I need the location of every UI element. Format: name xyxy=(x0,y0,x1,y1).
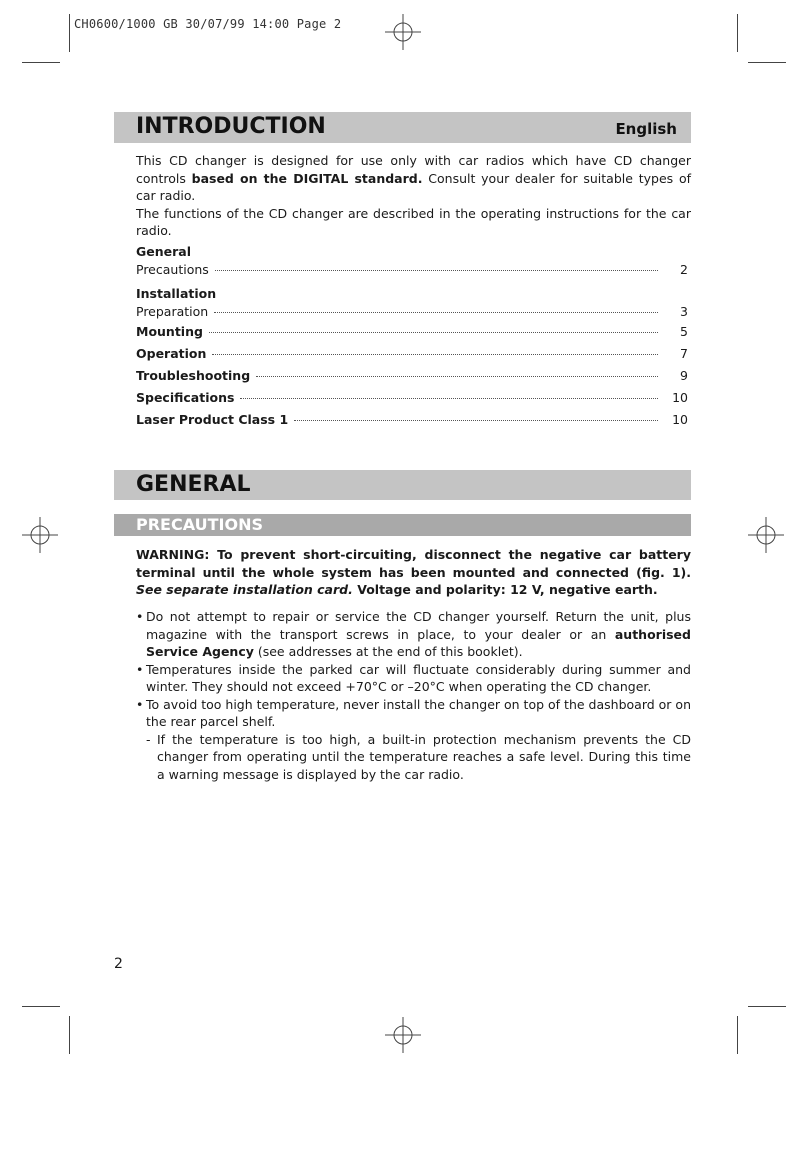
list-item: • Temperatures inside the parked car will fluctuate considerably during summer and winter. They should not exceed +70°C or –20°C when operating the CD changer. xyxy=(136,661,691,694)
print-slug: CH0600/1000 GB 30/07/99 14:00 Page 2 xyxy=(74,17,342,31)
precautions-title: PRECAUTIONS xyxy=(136,515,263,534)
toc-entry-preparation: Preparation 3 xyxy=(136,304,688,319)
general-header xyxy=(114,470,691,500)
toc-heading-installation: Installation xyxy=(136,286,217,301)
page-number: 2 xyxy=(114,956,123,972)
sub-list-item: - If the temperature is too high, a built-in protection mechanism prevents the CD changer from operating until the temperature reaches a safe level. During this time a warning message is displayed by the car radio. xyxy=(146,731,691,782)
toc-leader xyxy=(214,312,658,313)
crop-mark-top-right-h xyxy=(748,62,786,63)
toc-entry-specifications: Specifications 10 xyxy=(136,390,688,405)
toc-leader xyxy=(212,354,658,355)
toc-entry-operation: Operation 7 xyxy=(136,346,688,361)
precautions-list xyxy=(136,608,691,783)
crop-mark-bottom-left-v xyxy=(69,1016,70,1054)
toc-leader xyxy=(294,420,658,421)
toc-heading-general: General xyxy=(136,244,191,259)
toc-entry-troubleshooting: Troubleshooting 9 xyxy=(136,368,688,383)
registration-mark-right-icon xyxy=(748,517,784,553)
toc-entry-precautions: Precautions 2 xyxy=(136,262,688,277)
dash-icon: - xyxy=(146,731,151,747)
bullet-icon: • xyxy=(136,609,144,624)
toc-leader xyxy=(215,270,658,271)
list-item: • Do not attempt to repair or service the CD changer yourself. Return the unit, plus magazine with the transport screws in place, to your dealer or an authorised Service Agency (see addresses at the end of this booklet). xyxy=(136,609,691,659)
crop-mark-bottom-right-h xyxy=(748,1006,786,1007)
table-of-contents xyxy=(136,243,688,431)
registration-mark-top-icon xyxy=(385,14,421,50)
toc-leader xyxy=(256,376,658,377)
introduction-text xyxy=(136,152,691,240)
introduction-title: INTRODUCTION xyxy=(136,114,326,139)
bullet-icon: • xyxy=(136,661,144,677)
crop-mark-bottom-right-v xyxy=(737,1016,738,1054)
intro-paragraph-2: The functions of the CD changer are described in the operating instructions for the car radio. xyxy=(136,205,691,238)
toc-leader xyxy=(209,332,658,333)
registration-mark-bottom-icon xyxy=(385,1017,421,1053)
list-item: • To avoid too high temperature, never install the changer on top of the dashboard or on the rear parcel shelf. xyxy=(136,696,691,729)
warning-text: WARNING: To prevent short-circuiting, disconnect the negative car battery terminal until the whole system has been mounted and connected (fig. 1). See separate installation card. Voltage and polarity: 12 V, negative earth. xyxy=(136,547,691,597)
toc-entry-laser-product: Laser Product Class 1 10 xyxy=(136,412,688,427)
crop-mark-top-left-v xyxy=(69,14,70,52)
general-title: GENERAL xyxy=(136,472,251,497)
introduction-header xyxy=(114,112,691,143)
crop-mark-top-right-v xyxy=(737,14,738,52)
crop-mark-top-left-h xyxy=(22,62,60,63)
toc-entry-mounting: Mounting 5 xyxy=(136,324,688,339)
registration-mark-left-icon xyxy=(22,517,58,553)
precautions-header xyxy=(114,514,691,536)
language-label: English xyxy=(615,120,677,138)
intro-paragraph-1: This CD changer is designed for use only with car radios which have CD changer controls based on the DIGITAL standard. Consult your dealer for suitable types of car radio. xyxy=(136,153,691,203)
crop-mark-bottom-left-h xyxy=(22,1006,60,1007)
bullet-icon: • xyxy=(136,696,144,712)
toc-leader xyxy=(240,398,658,399)
